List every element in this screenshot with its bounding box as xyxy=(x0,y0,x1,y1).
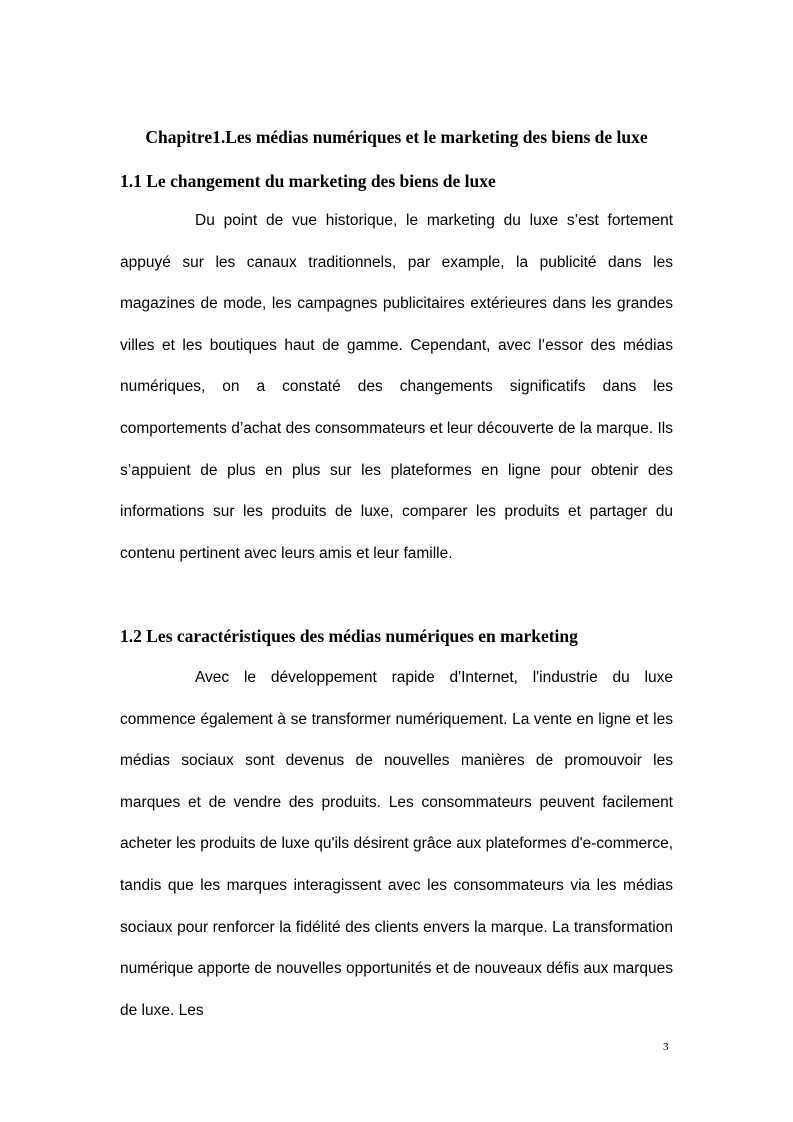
section-heading-1-1: 1.1 Le changement du marketing des biens de luxe xyxy=(120,171,496,191)
section-heading-1-2: 1.2 Les caractéristiques des médias numériques en marketing xyxy=(120,626,578,646)
section-1-1-paragraph: Du point de vue historique, le marketing du luxe s’est fortement appuyé sur les canaux traditionnels, par example, la publicité dans les magazines de mode, les campagnes publicitaires extérieures dans les grandes villes et les boutiques haut de gamme. Cependant, avec l’essor des médias numériques, on a constaté des changements significatifs dans les comportements d’achat des consommateurs et leur découverte de la marque. Ils s’appuient de plus en plus sur les plateformes en ligne pour obtenir des informations sur les produits de luxe, comparer les produits et partager du contenu pertinent avec leurs amis et leur famille. xyxy=(120,212,673,562)
page-number: 3 xyxy=(663,1041,669,1053)
chapter-title: Chapitre1.Les médias numériques et le marketing des biens de luxe xyxy=(145,127,648,147)
section-1-2-paragraph: Avec le développement rapide d'Internet, l'industrie du luxe commence également à se transformer numériquement. La vente en ligne et les médias sociaux sont devenus de nouvelles manières de promouvoir les marques et de vendre des produits. Les consommateurs peuvent facilement acheter les produits de luxe qu'ils désirent grâce aux plateformes d'e-commerce, tandis que les marques interagissent avec les consommateurs via les médias sociaux pour renforcer la fidélité des clients envers la marque. La transformation numérique apporte de nouvelles opportunités et de nouveaux défis aux marques de luxe. Les xyxy=(120,669,673,1019)
